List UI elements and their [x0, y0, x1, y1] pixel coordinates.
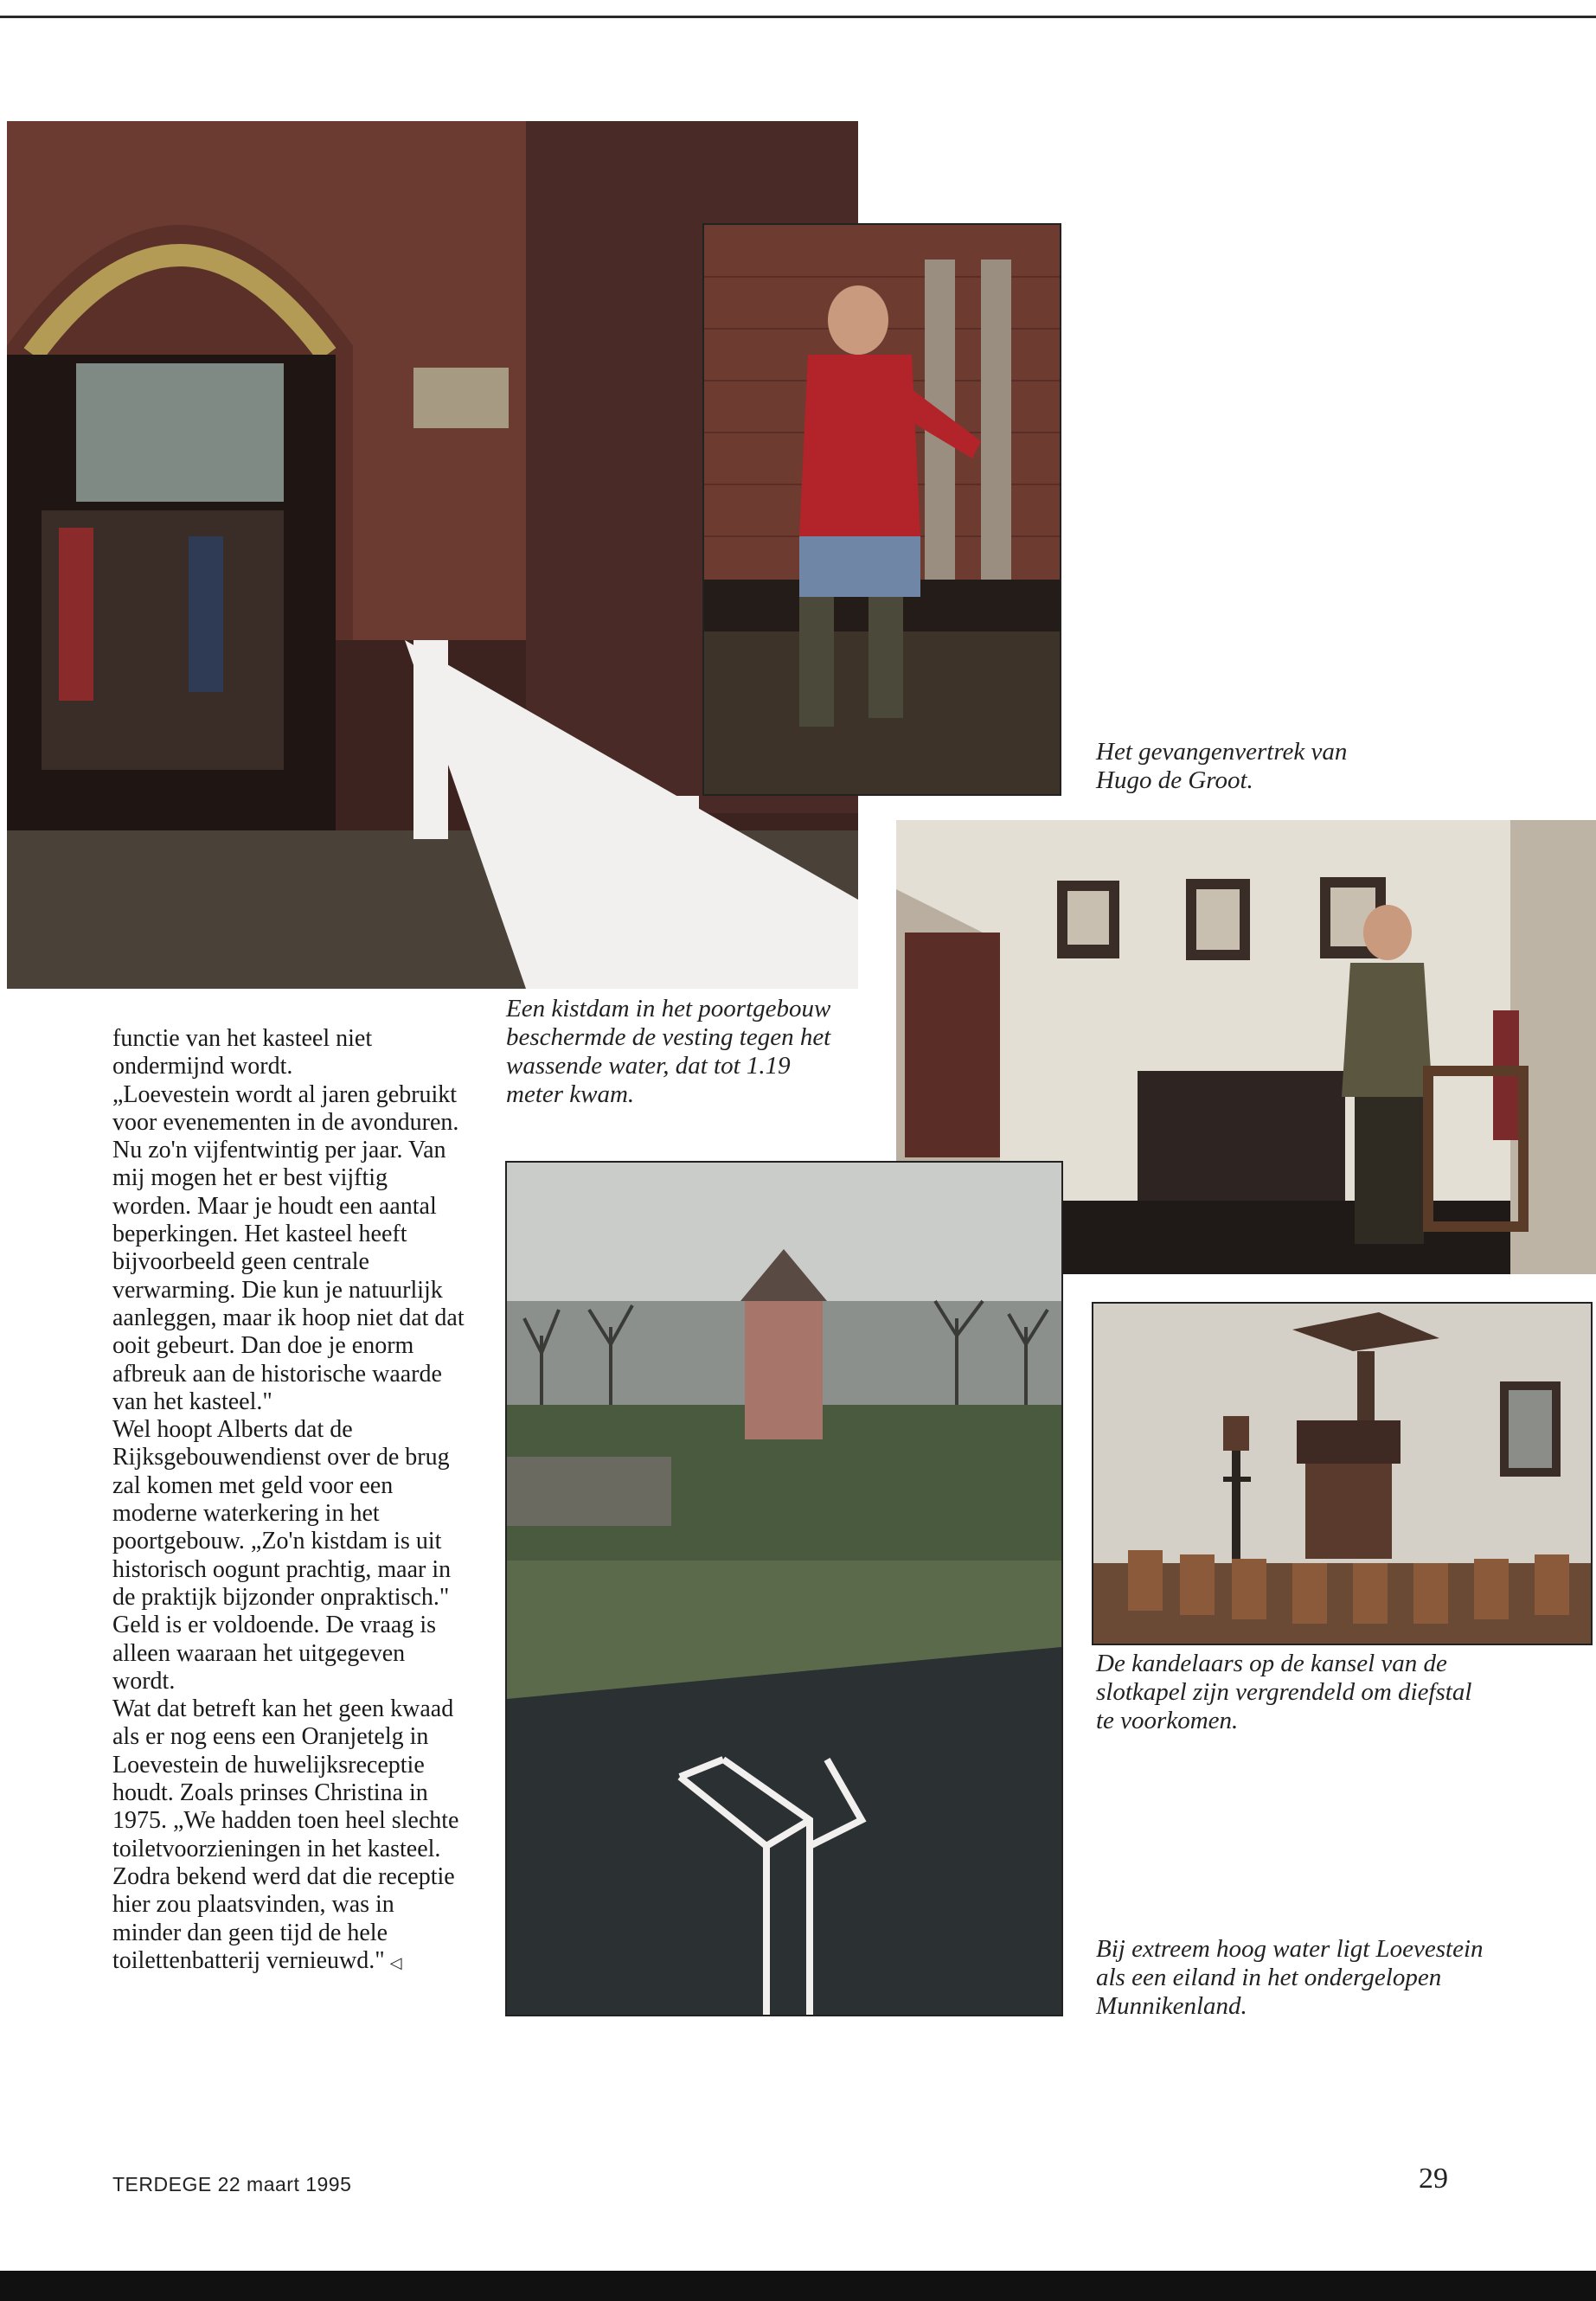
island-caption: Bij extreem hoog water ligt Loevestein als een eiland in het ondergelopen Munnikenland. [1096, 1935, 1484, 2020]
end-mark: ◁ [389, 1953, 402, 1971]
publication-footer: TERDEGE 22 maart 1995 [112, 2173, 352, 2195]
cofferdam-caption: Een kistdam in het poortgebouw beschermde de vesting tegen het wassende water, dat tot 1.19 meter kwam. [506, 995, 831, 1108]
article-paragraph [112, 1695, 467, 1977]
article-paragraph: Wel hoopt Alberts dat de Rijksgebouwendienst over de brug zal komen met geld voor een moderne waterkering in het poortgebouw. „Zo'n kistdam is uit historisch oogunt prachtig, maar in de praktijk bijzonder onpraktisch." Geld is er voldoende. De vraag is alleen waaraan het uitgegeven wordt. [112, 1416, 452, 1695]
candelabra-caption: De kandelaars op de kansel van de slotkapel zijn vergrendeld om diefstal te voorkomen. [1096, 1650, 1472, 1734]
aerial-island-photo [505, 1161, 1063, 2016]
prison-room-photo [702, 223, 1061, 796]
article-paragraph: functie van het kasteel niet ondermijnd wordt. [112, 1025, 373, 1080]
page-number: 29 [1419, 2163, 1448, 2195]
article-paragraph: „Loevestein wordt al jaren gebruikt voor evenementen in de avonduren. Nu zo'n vijfentwintig per jaar. Van mij mogen het er best vijftig worden. Maar je houdt een aantal beperkingen. Het kasteel heeft bijvoorbeeld geen centrale verwarming. Die kun je natuurlijk aanleggen, maar ik hoop niet dat dat ooit gebeurt. Dan doe je enorm afbreuk aan de historische waarde van het kasteel." [112, 1080, 465, 1415]
article-paragraph-text: Wat dat betreft kan het geen kwaad als er nog eens een Oranjetelg in Loevestein de huwelijksreceptie houdt. Zoals prinses Christina in 1975. „We hadden toen heel slechte toiletvoorzieningen in het kasteel. Zodra bekend werd dat die receptie hier zou plaatsvinden, was in minder dan geen tijd de hele toilettenbatterij vernieuwd." [112, 1695, 459, 1974]
bottom-bar [0, 2271, 1596, 2301]
article-body [112, 1025, 467, 1977]
prison-room-caption: Het gevangenvertrek van Hugo de Groot. [1096, 738, 1348, 794]
chapel-pulpit-photo [1092, 1302, 1593, 1645]
top-rule [0, 16, 1596, 18]
